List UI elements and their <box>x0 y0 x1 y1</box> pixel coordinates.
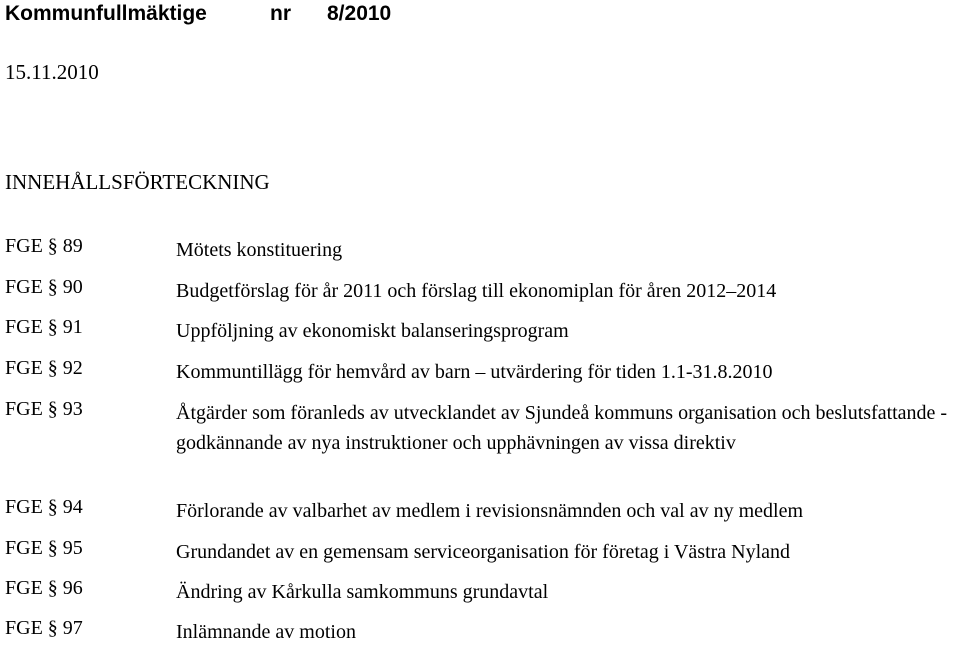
header-title: Kommunfullmäktige <box>5 2 207 25</box>
entry-text: Förlorande av valbarhet av medlem i revisionsnämnden och val av ny medlem <box>176 500 804 522</box>
entry-code: FGE § 92 <box>5 357 83 379</box>
header-number: 8/2010 <box>327 2 392 25</box>
meeting-date: 15.11.2010 <box>5 60 99 84</box>
entry-text: Budgetförslag för år 2011 och förslag till ekonomiplan för åren 2012–2014 <box>176 280 777 302</box>
entry-code: FGE § 97 <box>5 617 83 639</box>
entry-text: Inlämnande av motion <box>176 621 356 643</box>
entry-text: Mötets konstituering <box>176 239 343 261</box>
entry-code: FGE § 91 <box>5 316 83 338</box>
entry-code: FGE § 94 <box>5 496 83 518</box>
entry-code: FGE § 90 <box>5 276 83 298</box>
entry-code: FGE § 95 <box>5 537 83 559</box>
entry-text: Ändring av Kårkulla samkommuns grundavtal <box>176 581 549 603</box>
header-nr-label: nr <box>270 2 291 25</box>
toc-heading: INNEHÅLLSFÖRTECKNING <box>5 170 270 194</box>
entry-code: FGE § 96 <box>5 577 83 599</box>
entry-text: Grundandet av en gemensam serviceorganisation för företag i Västra Nyland <box>176 541 791 563</box>
document-header <box>5 2 391 26</box>
entry-text: Uppföljning av ekonomiskt balanseringsprogram <box>176 320 569 342</box>
entry-text: Kommuntillägg för hemvård av barn – utvärdering för tiden 1.1-31.8.2010 <box>176 361 773 383</box>
entry-code: FGE § 89 <box>5 235 83 257</box>
entry-code: FGE § 93 <box>5 398 83 420</box>
entry-text: Åtgärder som föranleds av utvecklandet av Sjundeå kommuns organisation och beslutsfattande - godkännande av nya instruktioner och upphävningen av vissa direktiv <box>176 402 948 454</box>
